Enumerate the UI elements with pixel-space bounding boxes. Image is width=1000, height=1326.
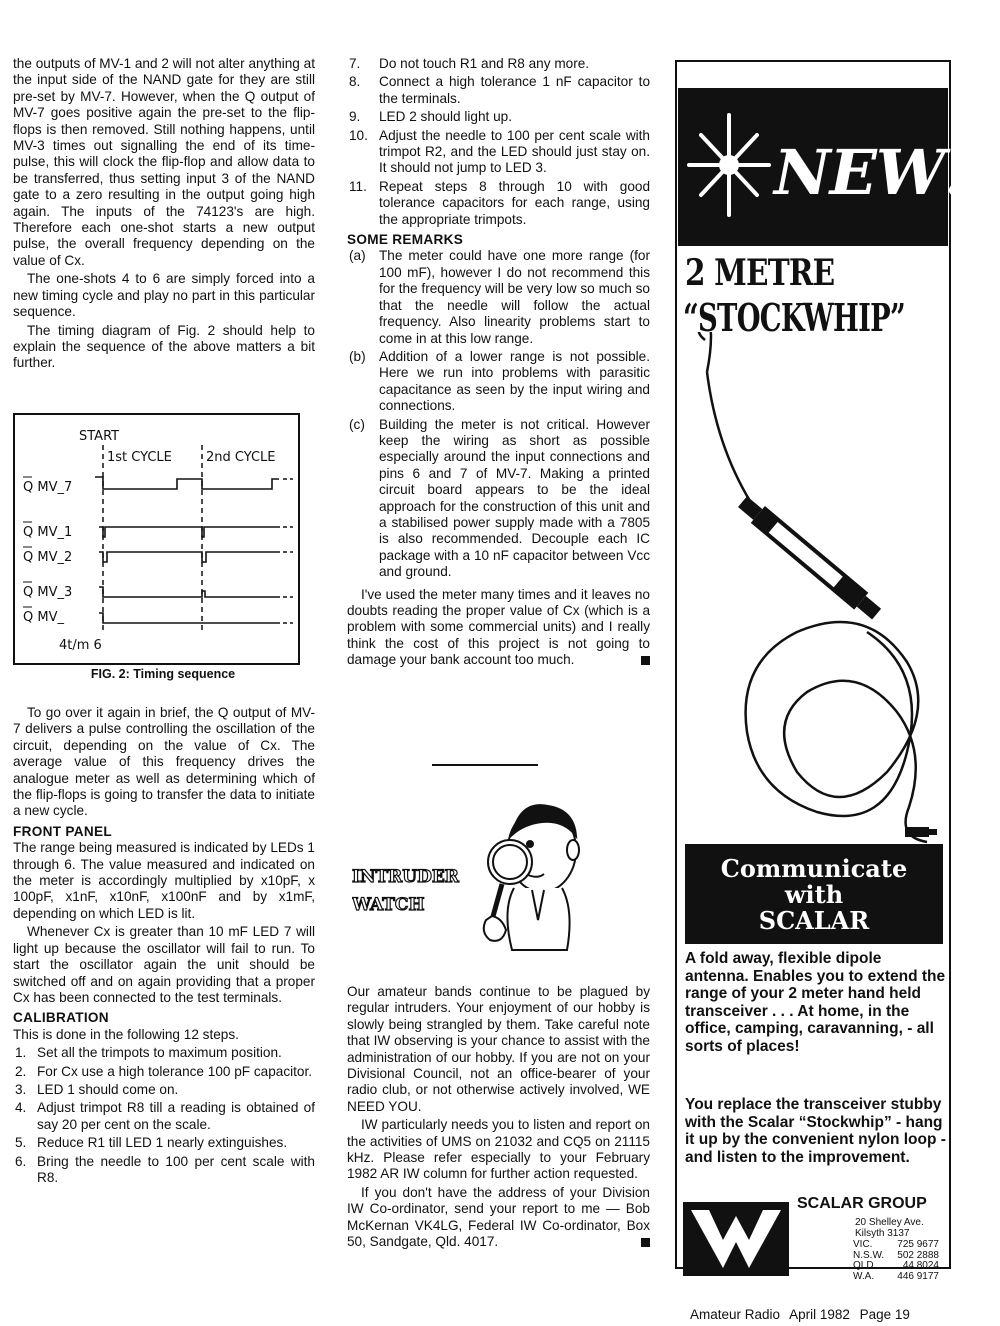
box-line: Communicate — [720, 854, 908, 883]
paragraph: The timing diagram of Fig. 2 should help to explain the sequence of the above matters a bit further. — [13, 322, 315, 371]
figure-start-label: START — [79, 429, 120, 444]
list-item: 8. Connect a high tolerance 1 nF capacitor to the terminals. — [349, 74, 650, 106]
signal-label-4tm6: 4t/m 6 — [59, 638, 102, 653]
list-item: 10. Adjust the needle to 100 per cent scale with trimpot R2, and the LED should just stay on. It should not jump to LED 3. — [349, 127, 650, 176]
list-item: 4. Adjust trimpot R8 till a reading is obtained of say 20 per cent on the scale. — [15, 1100, 315, 1132]
figure-cycle2-label: 2nd CYCLE — [206, 450, 276, 465]
timing-diagram — [15, 415, 298, 663]
paragraph: Our amateur bands continue to be plagued by regular intruders. Your enjoyment of our hobby is slowly being strangled by them. Take careful note that IW observing is your chance to assist with the administration of our hobby. If you are not on your Divisional Council, not an office-bearer of your radio club, or not otherwise actively involved, WE NEED YOU. — [347, 984, 650, 1114]
section-heading-some-remarks: SOME REMARKS — [347, 232, 464, 248]
magazine-name: Amateur Radio — [690, 1307, 781, 1322]
list-item: 7. Do not touch R1 and R8 any more. — [349, 56, 590, 71]
calibration-steps — [13, 1045, 315, 1186]
list-item: (a) The meter could have one more range (for 100 mF), however I do not recommend this for the frequency will be very low so much so that the needle will follow the actual frequency. Also linearity problems start to come in at this low range. — [349, 248, 650, 346]
company-address — [855, 1217, 924, 1239]
signal-label-mv: Q MV_ — [23, 610, 64, 625]
list-item: 11. Repeat steps 8 through 10 with good tolerance capacitors for each range, using the appropriate trimpots. — [349, 178, 650, 227]
address-line: 20 Shelley Ave. — [855, 1217, 924, 1228]
paragraph: The range being measured is indicated by LEDs 1 through 6. The value measured and indicated on the meter is accordingly multiplied by x10pF, x 100pF, x1nF, x10nF, x100nF and by x1mF, depending on which LED is lit. — [13, 840, 315, 921]
list-item: 1. Set all the trimpots to maximum position. — [15, 1045, 282, 1061]
figure-caption: FIG. 2: Timing sequence — [90, 667, 236, 681]
detective-illustration — [484, 805, 579, 950]
paragraph: the outputs of MV-1 and 2 will not alter anything at the input side of the NAND gate for they are still pre-set by MV-7. However, when the Q output of MV-7 goes positive again the pre-set to the flip-flops is then removed. Still nothing happens, until MV-3 times out signalling the end of its time-pulse, this will clock the flip-flop and allow data to be transferred, thus setting input 3 of the NAND gate to a zero resulting in the output going high again. The inputs of the 74123's are high. Therefore each one-shot starts a new output pulse, the overall frequency depending on the value of Cx. — [13, 56, 315, 268]
paragraph: This is done in the following 12 steps. — [13, 1026, 239, 1042]
end-mark — [641, 656, 650, 665]
figure-cycle1-label: 1st CYCLE — [107, 450, 172, 465]
intruder-watch-article — [347, 984, 650, 1253]
list-item: 5. Reduce R1 till LED 1 nearly extinguishes. — [15, 1135, 288, 1151]
box-line: SCALAR — [758, 906, 870, 935]
list-item: 6. Bring the needle to 100 per cent scale with R8. — [15, 1153, 315, 1185]
svg-text:INTRUDER: INTRUDER — [352, 867, 459, 887]
signal-label-mv1: Q MV_1 — [23, 525, 73, 540]
scalar-logo — [683, 1202, 789, 1276]
paragraph: If you don't have the address of your Division IW Co-ordinator, send your report to me — Bob McKernan VK4LG, Federal IW Co-ordinator, Box 50, Sandgate, Qld. 4017. — [347, 1184, 650, 1250]
section-heading-calibration: CALIBRATION — [13, 1010, 109, 1026]
list-item: 2. For Cx use a high tolerance 100 pF capacitor. — [15, 1063, 313, 1079]
new-banner — [678, 88, 971, 246]
svg-text:WATCH: WATCH — [352, 895, 425, 915]
ad-description: A fold away, flexible dipole antenna. Enables you to extend the range of your 2 meter hand held transceiver . . . At home, in the office, camping, caravanning, - all sorts of places! — [685, 950, 946, 1055]
end-mark — [641, 1238, 650, 1247]
column-2-top — [347, 56, 650, 671]
scalar-advertisement — [675, 60, 971, 1282]
starburst-icon — [684, 110, 774, 220]
communicate-with-scalar-box — [685, 844, 943, 944]
paragraph: Whenever Cx is greater than 10 mF LED 7 will light up because the oscillator will fail to run. To start the oscillator again the unit should be switched off and on again providing that a proper Cx has been connected to the test terminals. — [13, 924, 315, 1005]
calibration-steps-continued — [347, 56, 650, 228]
section-divider — [432, 764, 538, 766]
section-heading-front-panel: FRONT PANEL — [13, 823, 112, 839]
timing-diagram-figure — [13, 413, 300, 665]
ad-description-2: You replace the transceiver stubby with the Scalar “Stockwhip” - hang it up by the convenient nylon loop - and listen to the improvement. — [685, 1096, 946, 1166]
company-name: SCALAR GROUP — [797, 1195, 927, 1212]
ad-title-line1: 2 METRE — [685, 252, 835, 294]
phone-row: W.A. 446 9177 — [853, 1270, 939, 1282]
signal-label-mv3: Q MV_3 — [23, 585, 73, 600]
list-item: (c) Building the meter is not critical. However keep the wiring as short as possible especially around the input connections and pins 6 and 7 of MV-7. Making a printed circuit board appears to be the ideal approach for the construction of this unit and a stabilised power supply made with a 7805 is also recommended. Decouple each IC package with a 10 nF capacitor between Vcc and ground. — [349, 416, 650, 580]
column-1-top — [13, 56, 315, 374]
signal-label-mv2: Q MV_2 — [23, 550, 73, 565]
phone-row: N.S.W. 502 2888 — [853, 1249, 939, 1261]
signal-label-mv7: Q MV_7 — [23, 480, 73, 495]
paragraph: The one-shots 4 to 6 are simply forced into a new timing cycle and play no part in this particular sequence. — [13, 271, 315, 320]
list-item: (b) Addition of a lower range is not possible. Here we run into problems with parasitic capacitance as seen by the input wiring and connections. — [349, 348, 650, 414]
page-footer — [690, 1307, 916, 1322]
box-line: with — [784, 880, 844, 909]
paragraph: IW particularly needs you to listen and report on the activities of UMS on 21032 and CQ5 on 21115 kHz. Please refer especially to your February 1982 AR IW column for further action requested. — [347, 1117, 650, 1182]
new-text: NEW! — [774, 136, 971, 209]
remarks-list — [347, 248, 650, 580]
phone-list — [853, 1240, 939, 1282]
address-line: Kilsyth 3137 — [855, 1228, 910, 1239]
list-item: 9. LED 2 should light up. — [349, 109, 513, 125]
stockwhip-antenna-illustration — [677, 332, 949, 852]
intruder-watch-cartoon — [352, 780, 582, 970]
issue-date: April 1982 — [789, 1307, 850, 1322]
page-number: Page 19 — [859, 1307, 910, 1322]
scalar-w-logo-icon — [683, 1202, 789, 1276]
phone-row: VIC. 725 9677 — [853, 1239, 939, 1250]
phone-row: QLD. 44 8024 — [853, 1260, 939, 1271]
list-item: 3. LED 1 should come on. — [15, 1081, 179, 1097]
intruder-watch-logo — [352, 867, 460, 915]
paragraph: I've used the meter many times and it leaves no doubts reading the proper value of Cx (which is a problem with some commercial units) and I really think the cost of this project is not going to damage your bank account too much. — [347, 586, 650, 668]
paragraph: To go over it again in brief, the Q output of MV-7 delivers a pulse controlling the oscillation of the circuit, depending on the value of Cx. The average value of this frequency drives the analogue meter as well as determining which of the flip-flops is going to transfer the data to initiate a new cycle. — [13, 705, 315, 819]
ad-title-line2: “STOCKWHIP” — [683, 295, 906, 340]
column-1-bottom — [13, 705, 315, 1188]
